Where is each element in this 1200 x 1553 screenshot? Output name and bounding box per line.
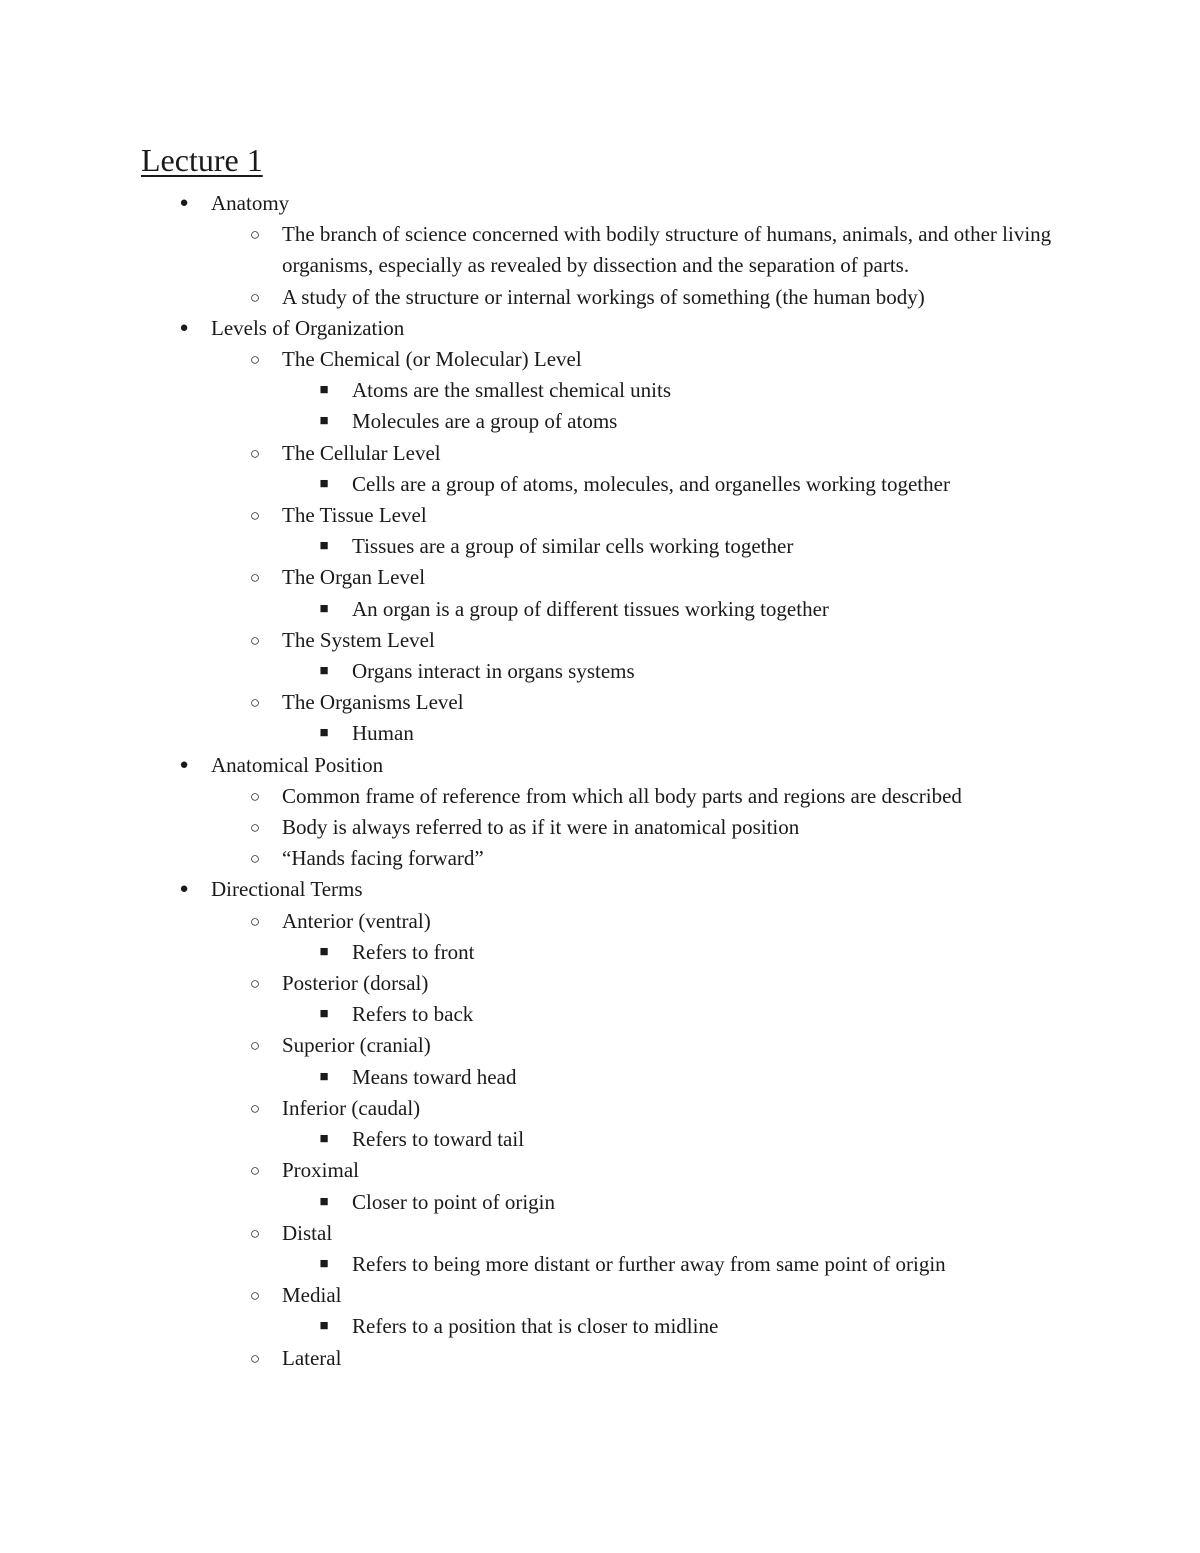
bullet-icon: ■ [319, 1255, 329, 1272]
outline-item-text: The Cellular Level [282, 440, 441, 465]
bullet-icon: ○ [249, 1223, 261, 1243]
outline-item-level-3 [0, 1311, 1200, 1342]
outline-item-level-2 [0, 812, 1057, 843]
outline-item-level-2 [0, 1280, 1057, 1311]
bullet-icon: ■ [319, 1068, 329, 1085]
outline-item-level-1 [0, 750, 1200, 781]
bullet-icon: ■ [319, 538, 329, 555]
outline-item-text: Medial [282, 1283, 342, 1308]
bullet-icon: ○ [249, 1348, 261, 1368]
page-title: Lecture 1 [141, 142, 263, 178]
outline-item-level-2 [0, 438, 1057, 469]
outline-item-level-3 [0, 656, 1200, 687]
bullet-icon: ○ [249, 849, 261, 869]
outline-item-level-1 [0, 188, 1200, 219]
bullet-icon: ● [179, 195, 189, 211]
bullet-icon: ○ [249, 1286, 261, 1306]
outline-item-level-3 [0, 1249, 1200, 1280]
outline-item-level-2 [0, 562, 1057, 593]
outline-item-text: Anatomical Position [211, 752, 384, 777]
outline-item-text: Inferior (caudal) [282, 1095, 421, 1120]
bullet-icon: ● [179, 319, 189, 336]
outline-item-text: Lateral [282, 1345, 342, 1370]
outline-item-text: Human [352, 721, 414, 746]
outline-item-level-3 [0, 1062, 1200, 1093]
outline-item-text: Anatomy [211, 191, 290, 215]
outline-item-text: Atoms are the smallest chemical units [352, 378, 671, 403]
outline-item-text: Refers to toward tail [352, 1127, 525, 1152]
outline-item-level-3 [0, 1124, 1200, 1155]
outline-item-text: An organ is a group of different tissues working together [352, 596, 829, 621]
bullet-icon: ■ [319, 475, 329, 492]
bullet-icon: ○ [249, 350, 261, 370]
outline-item-level-2 [0, 687, 1057, 718]
outline-item-text: The Organisms Level [282, 690, 464, 715]
bullet-icon: ■ [319, 1131, 329, 1148]
outline-item-text: The Tissue Level [282, 503, 427, 528]
outline-item-text: Levels of Organization [211, 315, 405, 340]
outline-item-level-3 [0, 531, 1200, 562]
outline-item-text: The Chemical (or Molecular) Level [282, 347, 582, 372]
outline-item-level-3 [0, 594, 1200, 625]
bullet-icon: ○ [249, 630, 261, 650]
outline-item-level-2 [0, 282, 1057, 313]
outline-item-level-2 [0, 1093, 1057, 1124]
outline-item-text: Cells are a group of atoms, molecules, and organelles working together [352, 471, 950, 496]
bullet-icon: ■ [319, 382, 329, 399]
outline-item-level-1 [0, 313, 1200, 344]
bullet-icon: ○ [249, 693, 261, 713]
outline-item-text: Refers to front [352, 939, 475, 964]
outline-item-text: Common frame of reference from which all body parts and regions are described [282, 783, 962, 808]
bullet-icon: ■ [319, 1193, 329, 1210]
bullet-icon: ● [179, 881, 189, 898]
outline-item-text: Directional Terms [211, 877, 363, 902]
outline-item-text: Molecules are a group of atoms [352, 409, 618, 434]
outline-item-level-2 [0, 344, 1057, 375]
outline-item-text: Refers to a position that is closer to midline [352, 1314, 719, 1339]
outline-item-text: The System Level [282, 627, 435, 652]
bullet-icon: ■ [319, 725, 329, 742]
outline-item-text: Organs interact in organs systems [352, 659, 635, 684]
bullet-icon: ■ [319, 1006, 329, 1023]
outline-item-text: Body is always referred to as if it were in anatomical position [282, 815, 800, 840]
bullet-icon: ○ [249, 974, 261, 994]
outline-item-text: Closer to point of origin [352, 1189, 555, 1214]
bullet-icon: ■ [319, 663, 329, 680]
bullet-icon: ■ [319, 600, 329, 617]
outline-item-level-3 [0, 406, 1200, 437]
outline-item-text: Superior (cranial) [282, 1033, 431, 1058]
outline-item-level-2 [0, 1030, 1057, 1061]
bullet-icon: ○ [249, 568, 261, 588]
outline-item-text: A study of the structure or internal workings of something (the human body) [282, 284, 925, 309]
outline-item-level-2 [0, 1218, 1057, 1249]
bullet-icon: ○ [249, 818, 261, 838]
outline-item-text: “Hands facing forward” [282, 846, 484, 871]
outline-item-level-2 [0, 625, 1057, 656]
outline-item-level-2 [0, 500, 1057, 531]
bullet-icon: ○ [249, 786, 261, 806]
bullet-icon: ○ [249, 911, 261, 931]
outline-item-level-2 [0, 781, 1057, 812]
outline-item-level-2 [0, 968, 1057, 999]
outline-item-level-2 [0, 1155, 1057, 1186]
bullet-icon: ○ [249, 1161, 261, 1181]
outline-item-text: The Organ Level [282, 565, 426, 590]
outline-item-level-3 [0, 937, 1200, 968]
outline-item-level-2 [0, 1343, 1057, 1374]
outline-item-text: Proximal [282, 1158, 359, 1183]
bullet-icon: ○ [249, 506, 261, 526]
bullet-icon: ○ [249, 225, 261, 245]
outline-item-level-3 [0, 999, 1200, 1030]
bullet-icon: ■ [319, 943, 329, 960]
outline-item-text: Means toward head [352, 1064, 517, 1089]
outline-item-text: Tissues are a group of similar cells working together [352, 534, 794, 559]
outline-item-text: Distal [282, 1220, 333, 1245]
outline-list [0, 188, 1200, 1374]
bullet-icon: ■ [319, 1318, 329, 1335]
outline-item-level-3 [0, 469, 1200, 500]
bullet-icon: ○ [249, 1098, 261, 1118]
bullet-icon: ○ [249, 287, 261, 307]
bullet-icon: ■ [319, 413, 329, 430]
bullet-icon: ○ [249, 443, 261, 463]
bullet-icon: ○ [249, 1036, 261, 1056]
outline-item-text: Refers to back [352, 1002, 474, 1027]
outline-item-text: The branch of science concerned with bodily structure of humans, animals, and other living organisms, especially as revealed by dissection and the separation of parts. [282, 222, 1052, 278]
outline-item-level-2 [0, 906, 1057, 937]
outline-item-level-2 [0, 843, 1057, 874]
outline-item-level-3 [0, 718, 1200, 749]
outline-item-level-3 [0, 1187, 1200, 1218]
outline-item-level-3 [0, 375, 1200, 406]
outline-item-text: Refers to being more distant or further away from same point of origin [352, 1251, 946, 1276]
outline-item-text: Anterior (ventral) [282, 908, 431, 933]
outline-item-level-1 [0, 874, 1200, 905]
bullet-icon: ● [179, 756, 189, 773]
outline-item-text: Posterior (dorsal) [282, 971, 429, 996]
outline-item-level-2 [0, 219, 1057, 281]
